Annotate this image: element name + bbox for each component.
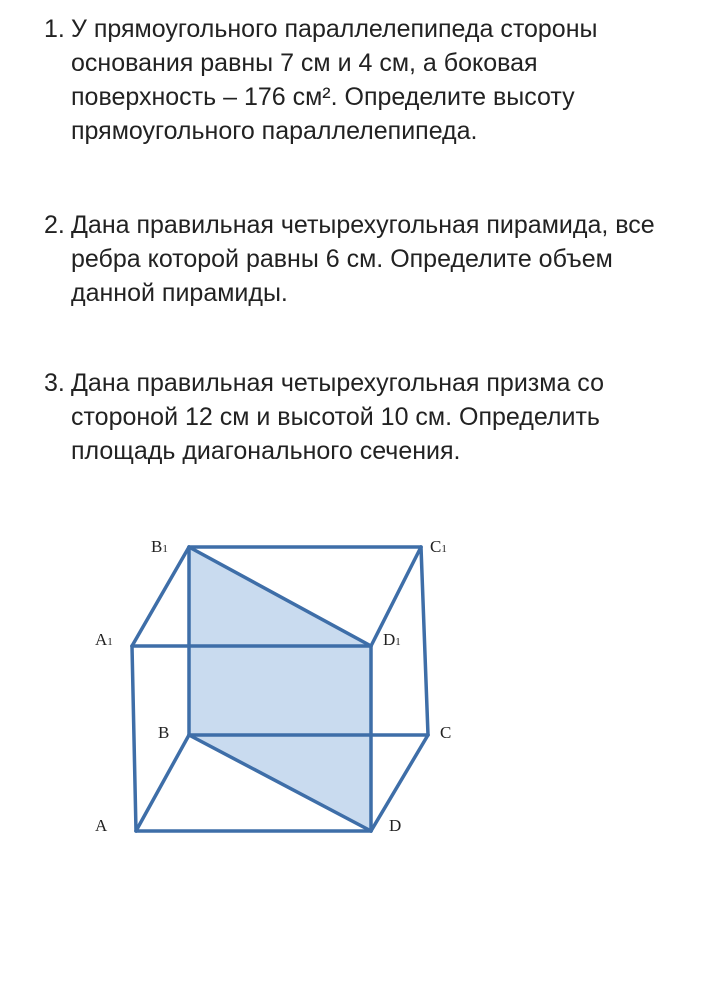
edge-a1-b1 (132, 547, 189, 646)
label-c: C (440, 723, 452, 742)
edge-c-c1 (421, 547, 428, 735)
label-a1: A1 (95, 630, 113, 649)
label-c1: C1 (430, 537, 447, 556)
label-b: B (158, 723, 170, 742)
problem-1-line-2: основания равны 7 см и 4 см, а боковая (71, 49, 538, 77)
problem-1-line-1: У прямоугольного параллелепипеда стороны (71, 15, 598, 43)
edge-a-a1 (132, 646, 136, 831)
problem-3-number: 3. (44, 369, 65, 397)
diagonal-section (189, 547, 371, 831)
problem-2-line-3: данной пирамиды. (71, 279, 288, 307)
problem-2-line-1: Дана правильная четырехугольная пирамида, все (71, 211, 655, 239)
problem-1-number: 1. (44, 15, 65, 43)
problem-1-line-3: поверхность – 176 см². Определите высоту (71, 83, 575, 111)
edge-a-b (136, 735, 189, 831)
edge-d1-c1 (371, 547, 421, 646)
problem-2-number: 2. (44, 211, 65, 239)
problem-1-line-4: прямоугольного параллелепипеда. (71, 117, 478, 145)
label-a: A (95, 816, 108, 835)
problem-3-line-2: стороной 12 см и высотой 10 см. Определить (71, 403, 600, 431)
problem-3-line-3: площадь диагонального сечения. (71, 437, 461, 465)
label-d1: D1 (383, 630, 401, 649)
label-d: D (389, 816, 402, 835)
label-b1: B1 (151, 537, 168, 556)
problem-3-line-1: Дана правильная четырехугольная призма со (71, 369, 604, 397)
problem-2-line-2: ребра которой равны 6 см. Определите объем (71, 245, 613, 273)
